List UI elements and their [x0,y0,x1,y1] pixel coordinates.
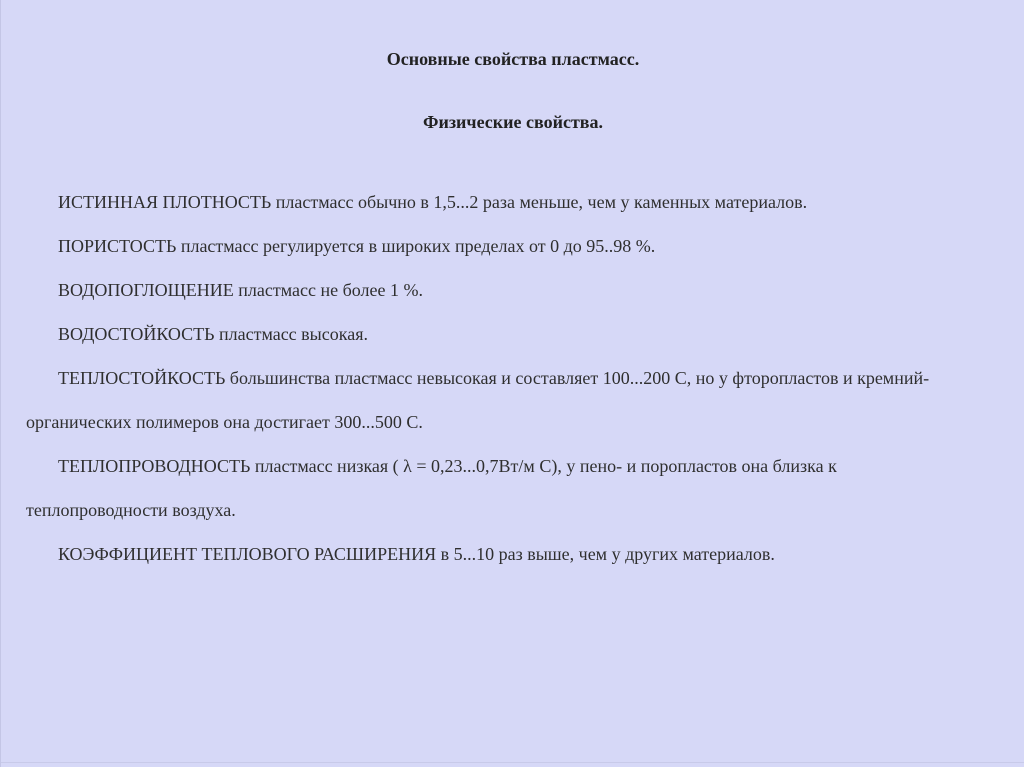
paragraph-thermal-expansion: КОЭФФИЦИЕНТ ТЕПЛОВОГО РАСШИРЕНИЯ в 5...10 раз выше, чем у других материалов. [58,544,775,564]
slide-bottom-divider [1,762,1024,763]
slide-title: Основные свойства пластмасс. [386,49,640,69]
paragraph-heat-resistance: ТЕПЛОСТОЙКОСТЬ большинства пластмасс невысокая и составляет 100...200 С, но у фторопластов и кремний-органических полимеров она достигает 300...500 С. [26,368,930,432]
paragraph-water-absorption: ВОДОПОГЛОЩЕНИЕ пластмасс не более 1 %. [58,280,423,300]
paragraph-porosity: ПОРИСТОСТЬ пластмасс регулируется в широких пределах от 0 до 95..98 %. [58,236,656,256]
slide-body [26,180,976,576]
paragraph-true-density: ИСТИННАЯ ПЛОТНОСТЬ пластмасс обычно в 1,5...2 раза меньше, чем у каменных материалов. [58,192,808,212]
paragraph-water-resistance: ВОДОСТОЙКОСТЬ пластмасс высокая. [58,324,368,344]
slide-subtitle: Физические свойства. [422,112,604,132]
paragraph-thermal-conductivity: ТЕПЛОПРОВОДНОСТЬ пластмасс низкая ( λ = 0,23...0,7Вт/м С), у пено- и поропластов она близка к теплопроводности воздуха. [26,456,837,520]
